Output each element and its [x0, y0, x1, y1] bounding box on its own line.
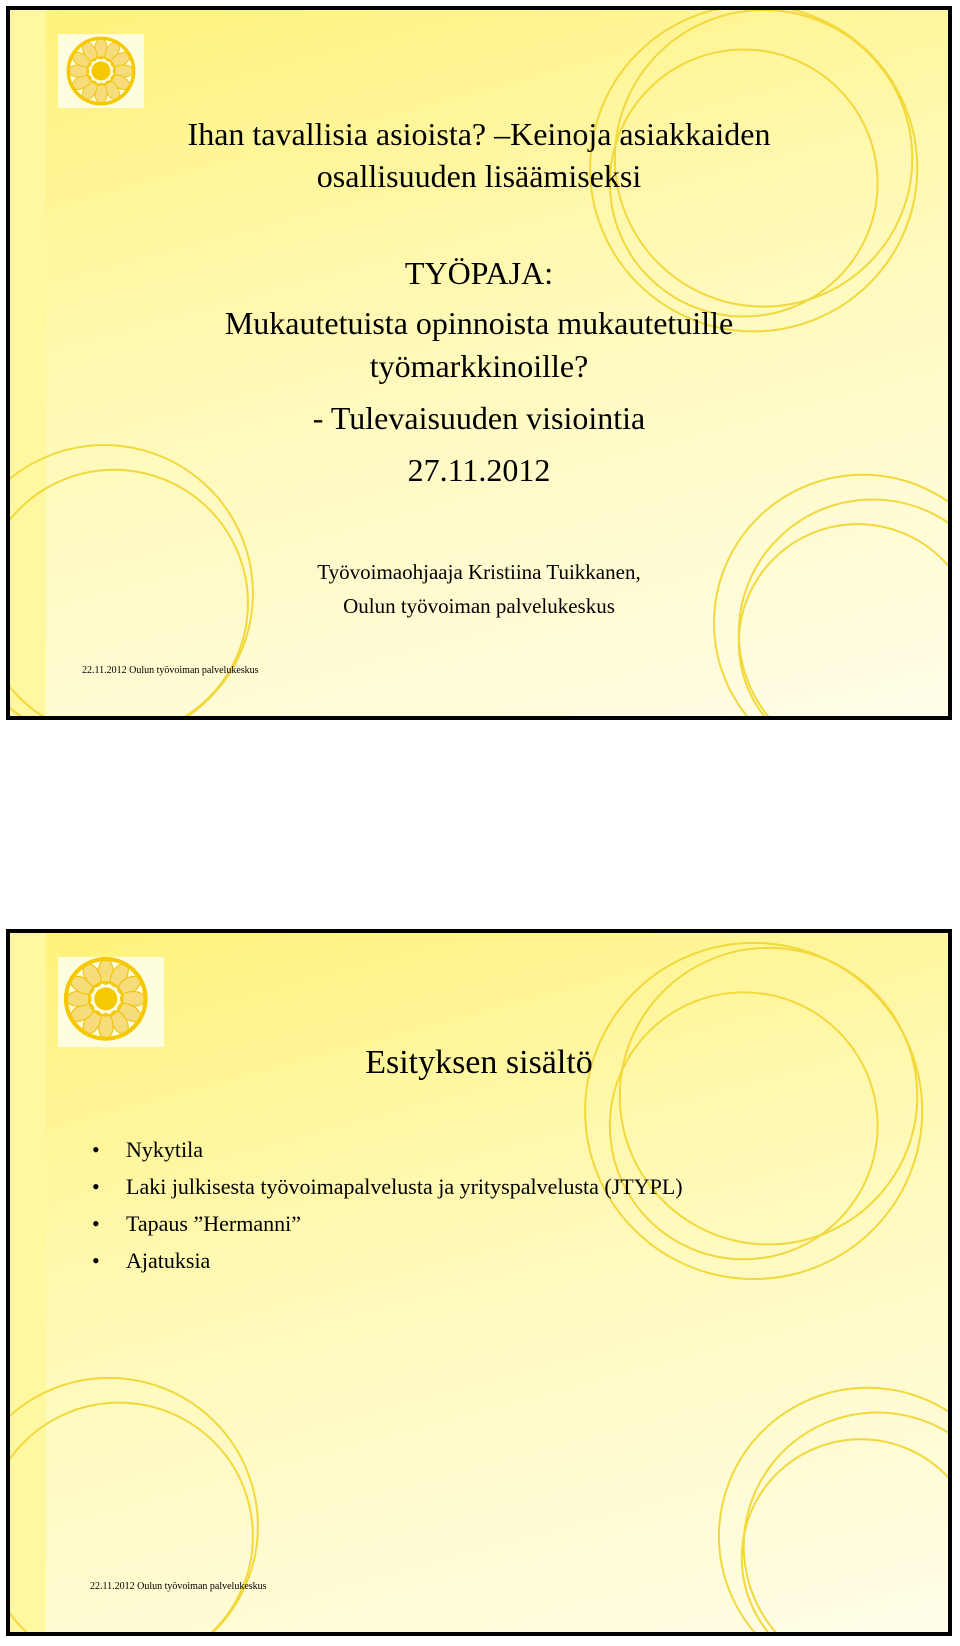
bullet-item: • Laki julkisesta työvoimapalvelusta ja yrityspalvelusta (JTYPL): [90, 1168, 683, 1205]
slide-footer: 22.11.2012 Oulun työvoiman palvelukeskus: [82, 665, 259, 676]
sun-flower-logo-icon: [58, 34, 144, 108]
author-name: Työvoimaohjaaja Kristiina Tuikkanen,: [317, 560, 641, 584]
slide-title-line-1: Ihan tavallisia asioista? –Keinoja asiakkaiden: [187, 116, 771, 152]
slide-2: [6, 929, 952, 1636]
sun-flower-logo-icon: [58, 957, 164, 1047]
workshop-subtitle: - Tulevaisuuden visiointia: [312, 400, 646, 436]
bullet-item: • Ajatuksia: [90, 1242, 683, 1279]
slide-footer: 22.11.2012 Oulun työvoiman palvelukeskus: [90, 1581, 267, 1592]
workshop-label: TYÖPAJA:: [404, 255, 554, 291]
slide-title: Esityksen sisältö: [365, 1044, 593, 1081]
slide-title-line-2: osallisuuden lisäämiseksi: [316, 158, 642, 194]
slide-1: [6, 6, 952, 720]
bullet-list: [90, 1131, 683, 1279]
workshop-title-line-1: Mukautetuista opinnoista mukautetuille: [224, 305, 734, 341]
bullet-item: • Nykytila: [90, 1131, 683, 1168]
bullet-item: • Tapaus ”Hermanni”: [90, 1205, 683, 1242]
workshop-title-line-2: työmarkkinoille?: [369, 348, 589, 384]
workshop-date: 27.11.2012: [407, 452, 551, 488]
author-organization: Oulun työvoiman palvelukeskus: [343, 594, 615, 618]
